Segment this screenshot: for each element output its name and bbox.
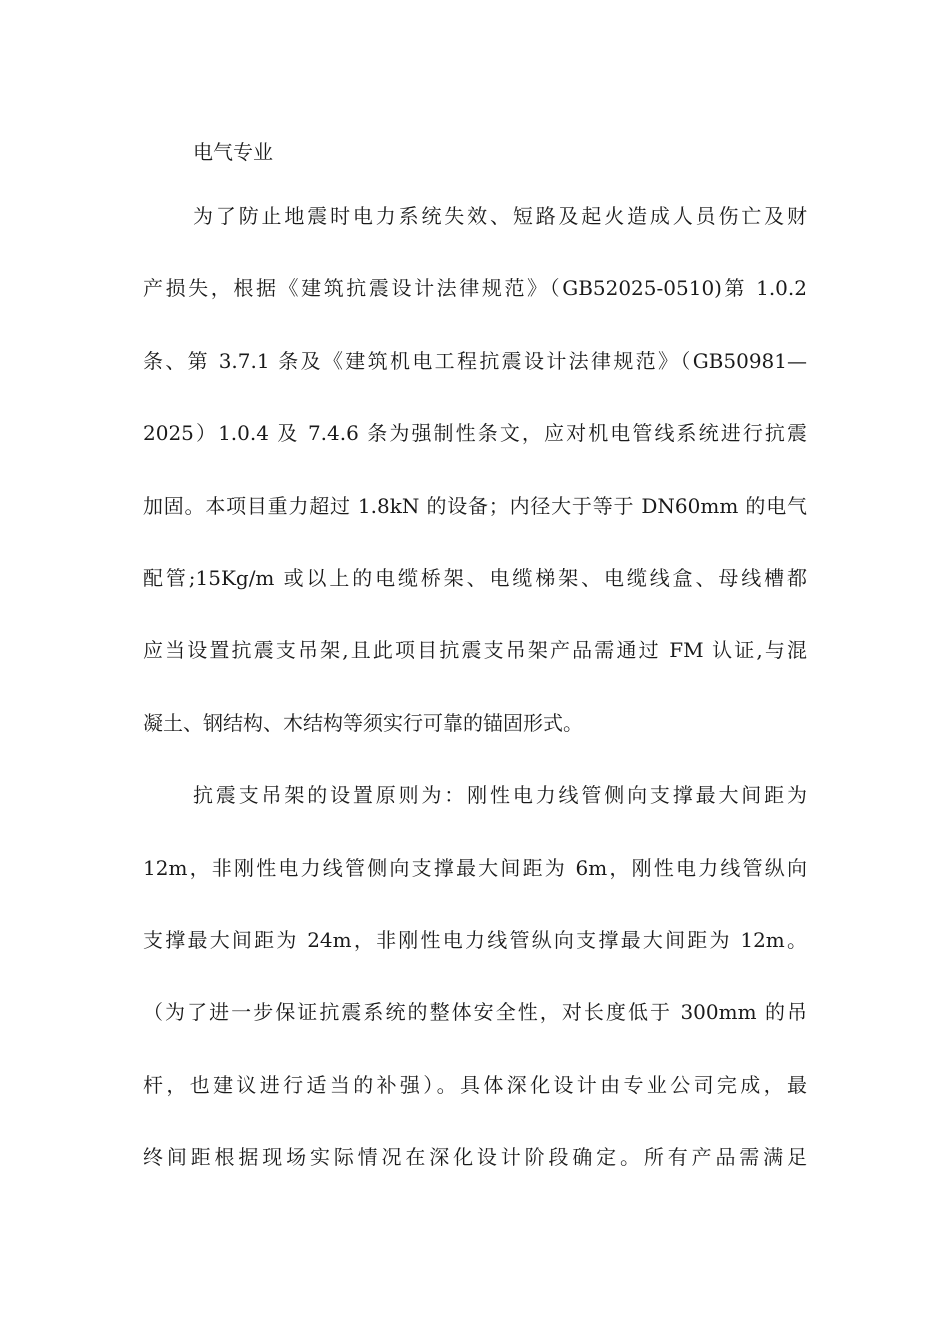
paragraph-line: 条、第 3.7.1 条及《建筑机电工程抗震设计法律规范》（GB50981— [143,349,807,373]
paragraph-line: 应当设置抗震支吊架,且此项目抗震支吊架产品需通过 FM 认证,与混 [143,638,807,662]
paragraph-line: 支撑最大间距为 24m，非刚性电力线管纵向支撑最大间距为 12m。 [143,928,807,952]
section-heading: 电气专业 [193,140,273,164]
paragraph-line: 配管;15Kg/m 或以上的电缆桥架、电缆梯架、电缆线盒、母线槽都 [143,566,807,590]
paragraph-line: 12m，非刚性电力线管侧向支撑最大间距为 6m，刚性电力线管纵向 [143,856,807,880]
paragraph-line: 产损失，根据《建筑抗震设计法律规范》（GB52025-0510)第 1.0.2 [143,276,807,300]
paragraph-line: 终间距根据现场实际情况在深化设计阶段确定。所有产品需满足 [143,1145,807,1169]
paragraph-line: （为了进一步保证抗震系统的整体安全性，对长度低于 300mm 的吊 [143,1000,807,1024]
paragraph-line: 加固。本项目重力超过 1.8kN 的设备；内径大于等于 DN60mm 的电气 [143,494,807,518]
paragraph-line: 2025）1.0.4 及 7.4.6 条为强制性条文，应对机电管线系统进行抗震 [143,421,807,445]
paragraph-line: 抗震支吊架的设置原则为：刚性电力线管侧向支撑最大间距为 [193,783,807,807]
paragraph-line: 杆，也建议进行适当的补强）。具体深化设计由专业公司完成，最 [143,1073,807,1097]
paragraph-line: 为了防止地震时电力系统失效、短路及起火造成人员伤亡及财 [193,204,807,228]
paragraph-line: 凝土、钢结构、木结构等须实行可靠的锚固形式。 [143,711,583,735]
